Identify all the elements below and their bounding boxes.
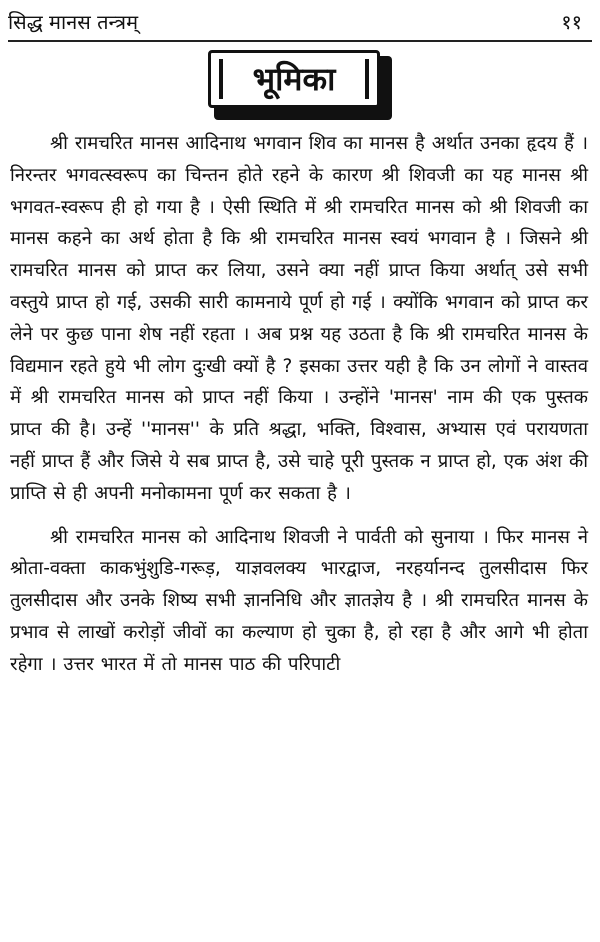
page-header bbox=[8, 6, 592, 42]
section-title-frame bbox=[208, 50, 392, 120]
title-frame bbox=[208, 50, 380, 108]
paragraph-2: श्री रामचरित मानस को आदिनाथ शिवजी ने पार्वती को सुनाया । फिर मानस ने श्रोता-वक्ता काकभुंशुडि-गरूड़, याज्ञवलक्य भारद्वाज, नरहर्यानन्द तुलसीदास फिर तुलसीदास और उनके शिष्य सभी ज्ञाननिधि और ज्ञातज्ञेय है । श्री रामचरित मानस के प्रभाव से लाखों करोड़ों जीवों का कल्याण हो चुका है, हो रहा है और आगे भी होता रहेगा । उत्तर भारत में तो मानस पाठ की परिपाटी bbox=[10, 526, 588, 675]
running-title: सिद्ध मानस तन्त्रम् bbox=[8, 10, 139, 34]
page-number: ११ bbox=[561, 10, 582, 34]
section-title: भूमिका bbox=[252, 60, 336, 98]
body-text bbox=[10, 128, 588, 681]
paragraph-1: श्री रामचरित मानस आदिनाथ भगवान शिव का मानस है अर्थात उनका हृदय हैं । निरन्तर भगवत्स्वरूप का चिन्तन होते रहने के कारण श्री शिवजी का यह मानस श्री भगवत-स्वरूप ही हो गया है । ऐसी स्थिति में श्री रामचरित मानस को श्री शिवजी का मानस कहने का अर्थ होता है कि श्री रामचरित मानस स्वयं भगवान है । जिसने श्री रामचरित मानस को प्राप्त कर लिया, उसने क्या नहीं प्राप्त किया अर्थात् उसे सभी वस्तुये प्राप्त हो गई, उसकी सारी कामनाये पूर्ण हो गई । क्योंकि भगवान को प्राप्त कर लेने पर कुछ पाना शेष नहीं रहता । अब प्रश्न यह उठता है कि श्री रामचरित मानस के विद्यमान रहते हुये भी लोग दुःखी क्यों है ? इसका उत्तर यही है कि उन लोगों ने वास्तव में श्री रामचरित मानस को प्राप्त नहीं किया । उन्होंने 'मानस' नाम की एक पुस्तक प्राप्त की है। उन्हें ''मानस'' के प्रति श्रद्धा, भक्ति, विश्वास, अभ्यास एवं परायणता नहीं प्राप्त हैं और जिसे ये सब प्राप्त है, उसे चाहे पूरी पुस्तक न प्राप्त हो, एक अंश की प्राप्ति से ही अपनी मनोकामना पूर्ण कर सकता है । bbox=[10, 133, 588, 504]
